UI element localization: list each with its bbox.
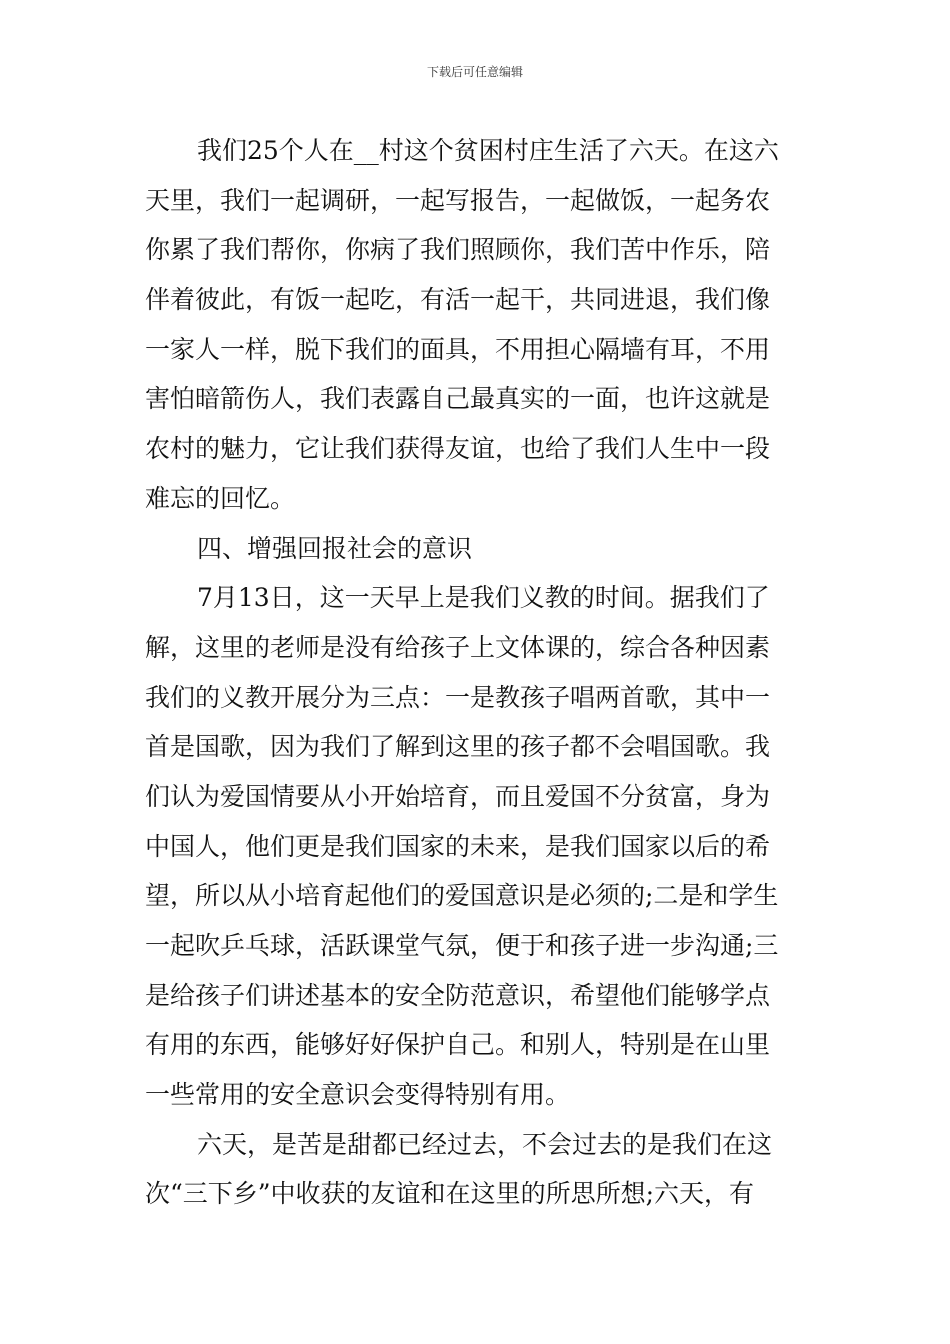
page-header: 下载后可任意编辑: [426, 65, 523, 79]
text-line: 害怕暗箭伤人，我们表露自己最真实的一面，也许这就是: [145, 384, 771, 414]
text-line: 一些常用的安全意识会变得特别有用。: [145, 1080, 571, 1110]
document-body: [145, 126, 809, 1219]
text-line: 我们的义教开展分为三点：一是教孩子唱两首歌，其中一: [145, 682, 771, 712]
text-line: 有用的东西，能够好好保护自己。和别人，特别是在山里: [145, 1030, 771, 1060]
text-line: 7月13日，这一天早上是我们义教的时间。据我们了: [197, 583, 770, 613]
text-line: 六天，是苦是甜都已经过去，不会过去的是我们在这: [197, 1129, 773, 1159]
text-line: 是给孩子们讲述基本的安全防范意识，希望他们能够学点: [145, 980, 771, 1010]
text-line: 望，所以从小培育起他们的爱国意识是必须的;二是和学生: [145, 881, 779, 911]
text-line: 伴着彼此，有饭一起吃，有活一起干，共同进退，我们像: [145, 285, 771, 315]
text-line: 一起吹乒乓球，活跃课堂气氛，便于和孩子进一步沟通;三: [145, 931, 779, 960]
text-line: 首是国歌，因为我们了解到这里的孩子都不会唱国歌。我: [145, 732, 771, 762]
text-line: 次“三下乡”中收获的友谊和在这里的所思所想;六天，有: [145, 1179, 754, 1209]
text-line: 我们25个人在__村这个贫困村庄生活了六天。在这六: [197, 136, 779, 165]
text-line: 解，这里的老师是没有给孩子上文体课的，综合各种因素: [145, 632, 771, 662]
text-line: 你累了我们帮你，你病了我们照顾你，我们苦中作乐，陪: [145, 235, 771, 265]
text-line: 农村的魅力，它让我们获得友谊，也给了我们人生中一段: [145, 434, 771, 464]
text-line: 天里，我们一起调研，一起写报告，一起做饭，一起务农: [145, 185, 771, 215]
text-line: 中国人，他们更是我们国家的未来，是我们国家以后的希: [145, 831, 771, 861]
text-line: 难忘的回忆。: [145, 483, 296, 513]
section-heading: 四、增强回报社会的意识: [197, 533, 473, 563]
text-line: 一家人一样，脱下我们的面具，不用担心隔墙有耳，不用: [145, 334, 771, 364]
text-line: 们认为爱国情要从小开始培育，而且爱国不分贫富，身为: [145, 781, 771, 811]
